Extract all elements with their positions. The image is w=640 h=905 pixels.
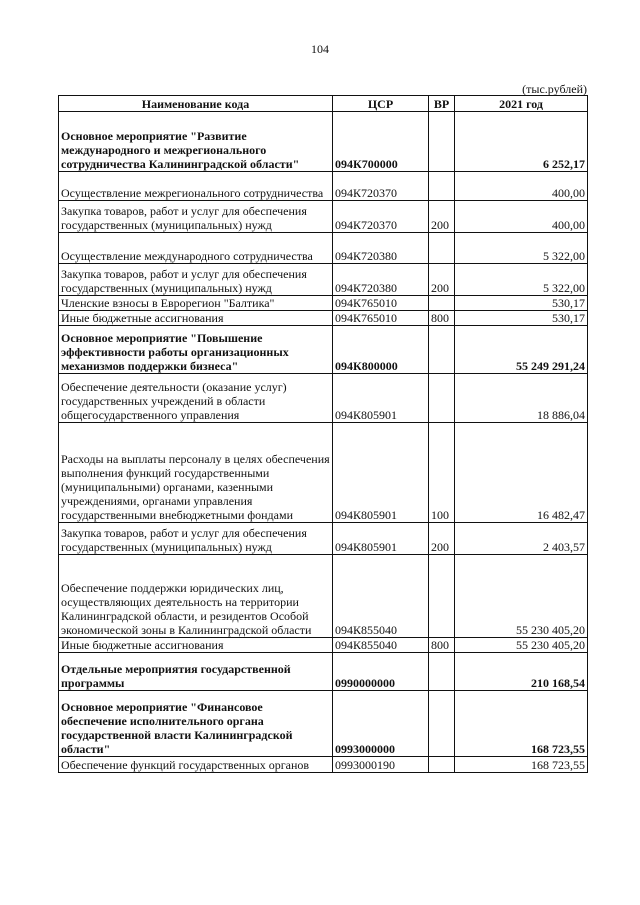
header-row [59,96,588,112]
row-csr: 094К805901 [333,523,429,555]
row-csr: 0990000000 [333,653,429,691]
row-vr: 200 [429,201,455,233]
budget-table [58,95,588,773]
table-row [59,653,588,691]
row-vr [429,653,455,691]
table-row [59,201,588,233]
row-name: Осуществление международного сотрудничества [59,233,333,264]
row-csr: 094К765010 [333,296,429,311]
table-row [59,638,588,653]
row-csr: 0993000000 [333,691,429,757]
row-name: Основное мероприятие "Развитие международного и межрегионального сотрудничества Калининградской области" [59,112,333,172]
row-name: Обеспечение деятельности (оказание услуг) государственных учреждений в области общегосударственного управления [59,374,333,423]
table-row [59,326,588,374]
row-amount: 5 322,00 [455,233,588,264]
row-amount: 16 482,47 [455,423,588,523]
row-amount: 55 230 405,20 [455,638,588,653]
row-amount: 18 886,04 [455,374,588,423]
row-csr: 094К800000 [333,326,429,374]
row-csr: 094К720370 [333,201,429,233]
row-amount: 55 249 291,24 [455,326,588,374]
row-name: Иные бюджетные ассигнования [59,638,333,653]
row-amount: 400,00 [455,201,588,233]
row-name: Иные бюджетные ассигнования [59,311,333,326]
row-name: Членские взносы в Еврорегион "Балтика" [59,296,333,311]
row-vr [429,691,455,757]
row-name: Закупка товаров, работ и услуг для обеспечения государственных (муниципальных) нужд [59,264,333,296]
row-vr [429,757,455,773]
row-csr: 094К805901 [333,374,429,423]
table-row [59,423,588,523]
row-csr: 094К765010 [333,311,429,326]
row-amount: 210 168,54 [455,653,588,691]
row-amount: 168 723,55 [455,757,588,773]
row-amount: 168 723,55 [455,691,588,757]
row-csr: 094К805901 [333,423,429,523]
row-amount: 530,17 [455,311,588,326]
row-vr [429,326,455,374]
table-row [59,233,588,264]
row-name: Закупка товаров, работ и услуг для обеспечения государственных (муниципальных) нужд [59,201,333,233]
row-vr: 200 [429,523,455,555]
row-vr: 200 [429,264,455,296]
header-year: 2021 год [455,96,588,112]
page-number: 104 [311,42,329,56]
header-name: Наименование кода [59,96,333,112]
table-row [59,757,588,773]
row-vr: 800 [429,311,455,326]
row-name: Основное мероприятие "Финансовое обеспечение исполнительного органа государственной власти Калининградской области" [59,691,333,757]
table-row [59,311,588,326]
table-row [59,296,588,311]
row-amount: 400,00 [455,172,588,201]
table-row [59,374,588,423]
table-row [59,112,588,172]
row-name: Расходы на выплаты персоналу в целях обеспечения выполнения функций государственными (муниципальными) органами, казенными учреждениями, органами управления государственными внебюджетными фондами [59,423,333,523]
row-vr [429,112,455,172]
row-vr [429,296,455,311]
header-csr: ЦСР [333,96,429,112]
table-row [59,523,588,555]
row-csr: 094К720380 [333,233,429,264]
row-vr [429,172,455,201]
row-amount: 2 403,57 [455,523,588,555]
row-csr: 094К720380 [333,264,429,296]
row-vr [429,555,455,638]
header-vr: ВР [429,96,455,112]
row-vr [429,374,455,423]
row-amount: 5 322,00 [455,264,588,296]
row-amount: 6 252,17 [455,112,588,172]
row-csr: 094К855040 [333,555,429,638]
table-row [59,264,588,296]
row-name: Осуществление межрегионального сотрудничества [59,172,333,201]
row-amount: 55 230 405,20 [455,555,588,638]
row-amount: 530,17 [455,296,588,311]
row-csr: 0993000190 [333,757,429,773]
row-name: Основное мероприятие "Повышение эффективности работы организационных механизмов поддержки бизнеса" [59,326,333,374]
table-row [59,691,588,757]
units-label: (тыс.рублей) [522,82,587,96]
row-csr: 094К855040 [333,638,429,653]
row-vr: 100 [429,423,455,523]
row-vr: 800 [429,638,455,653]
row-name: Отдельные мероприятия государственной программы [59,653,333,691]
row-csr: 094К720370 [333,172,429,201]
row-name: Закупка товаров, работ и услуг для обеспечения государственных (муниципальных) нужд [59,523,333,555]
table-row [59,555,588,638]
row-vr [429,233,455,264]
row-csr: 094К700000 [333,112,429,172]
row-name: Обеспечение функций государственных органов [59,757,333,773]
table-row [59,172,588,201]
row-name: Обеспечение поддержки юридических лиц, осуществляющих деятельность на территории Калининградской области, и резидентов Особой экономической зоны в Калининградской области [59,555,333,638]
